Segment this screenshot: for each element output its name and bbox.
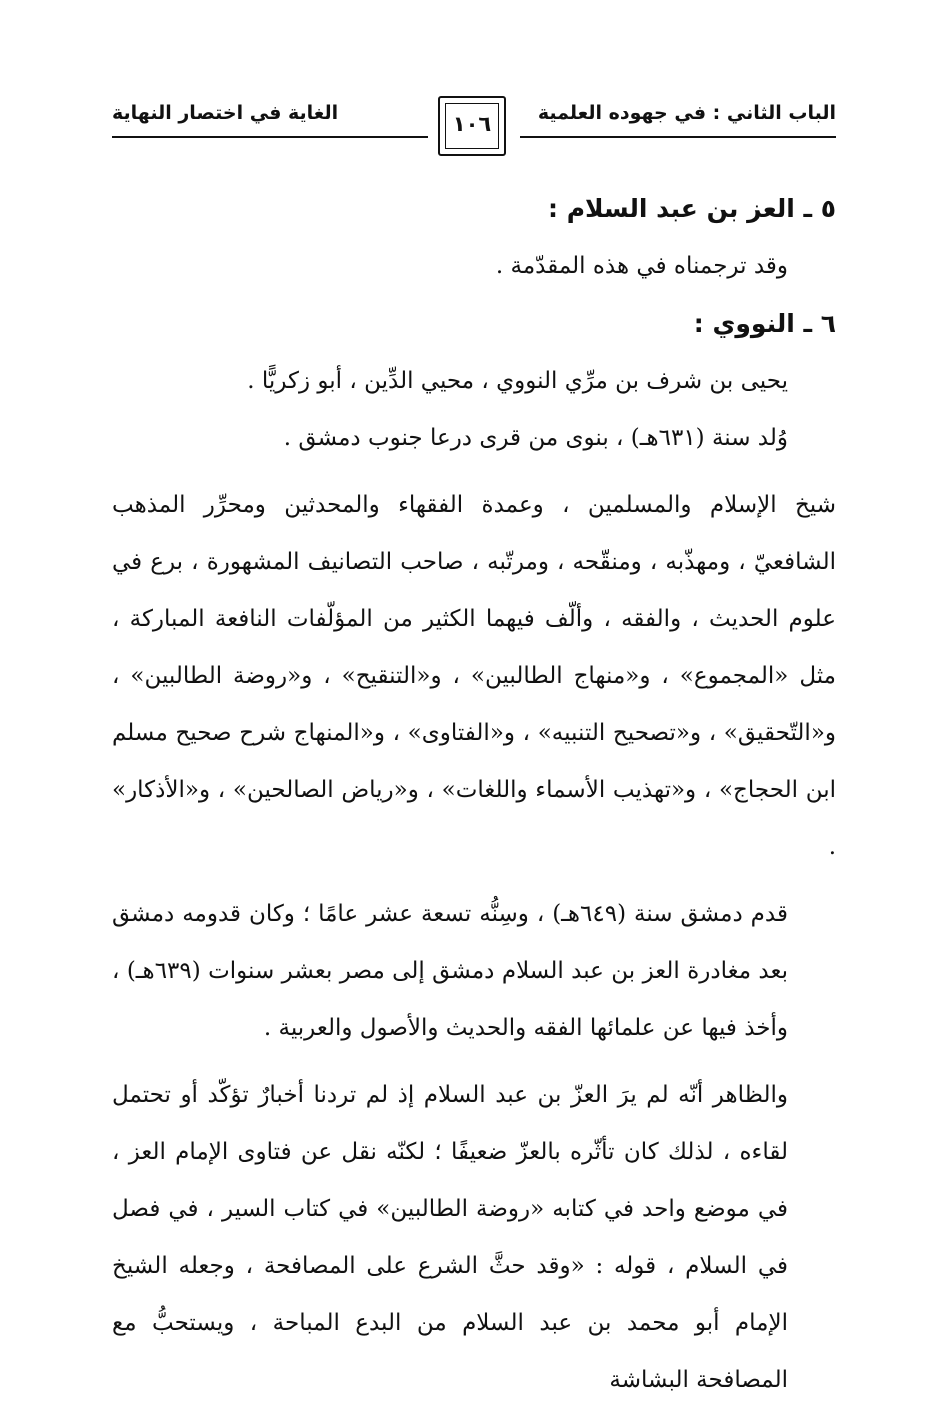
chapter-title: الباب الثاني : في جهوده العلمية <box>537 102 836 124</box>
section-heading-6: ٦ ـ النووي : <box>693 309 836 338</box>
page-body <box>112 180 836 1409</box>
page-header <box>112 96 836 176</box>
paragraph-sheikh: شيخ الإسلام والمسلمين ، وعمدة الفقهاء والمحدثين ومحرِّر المذهب الشافعيّ ، ومهذّبه ، ومنقّحه ، ومرتّبه ، صاحب التصانيف المشهورة ، برع في علوم الحديث ، والفقه ، وألّف فيهما الكثير من المؤلّفات النافعة المباركة ، مثل «المجموع» ، و«منهاج الطالبين» ، و«التنقيح» ، و«روضة الطالبين» ، و«التّحقيق» ، و«تصحيح التنبيه» ، و«الفتاوى» ، و«المنهاج شرح صحيح مسلم ابن الحجاج» ، و«تهذيب الأسماء واللغات» ، و«رياض الصالحين» ، و«الأذكار» . <box>112 492 836 860</box>
paragraph-name: يحيى بن شرف بن مرِّي النووي ، محيي الدِّين ، أبو زكريًّا . <box>247 368 788 394</box>
paragraph-birth: وُلد سنة (٦٣١هـ) ، بنوى من قرى درعا جنوب دمشق . <box>283 425 788 451</box>
header-rule-right <box>520 136 836 138</box>
paragraph-5: وقد ترجمناه في هذه المقدّمة . <box>495 253 788 279</box>
book-title: الغاية في اختصار النهاية <box>112 102 339 124</box>
paragraph-meeting: والظاهر أنّه لم يرَ العزّ بن عبد السلام إذ لم تردنا أخبارٌ تؤكّد أو تحتمل لقاءه ، لذلك كان تأثّره بالعزّ ضعيفًا ؛ لكنّه نقل عن فتاوى الإمام العز ، في موضع واحد في كتابه «روضة الطالبين» في كتاب السير ، في فصل في السلام ، قوله : «وقد حثَّ الشرع على المصافحة ، وجعله الشيخ الإمام أبو محمد بن عبد السلام من البدع المباحة ، ويستحبُّ مع المصافحة البشاشة <box>112 1082 788 1393</box>
paragraph-damascus: قدم دمشق سنة (٦٤٩هـ) ، وسِنُّه تسعة عشر عامًا ؛ وكان قدومه دمشق بعد مغادرة العز بن عبد السلام دمشق إلى مصر بعشر سنوات (٦٣٩هـ) ، وأخذ فيها عن علمائها الفقه والحديث والأصول والعربية . <box>112 901 789 1041</box>
section-heading-5: ٥ ـ العز بن عبد السلام : <box>548 194 836 223</box>
page-number: ١٠٦ <box>452 112 492 136</box>
page-number-frame <box>438 96 506 156</box>
header-rule-left <box>112 136 428 138</box>
